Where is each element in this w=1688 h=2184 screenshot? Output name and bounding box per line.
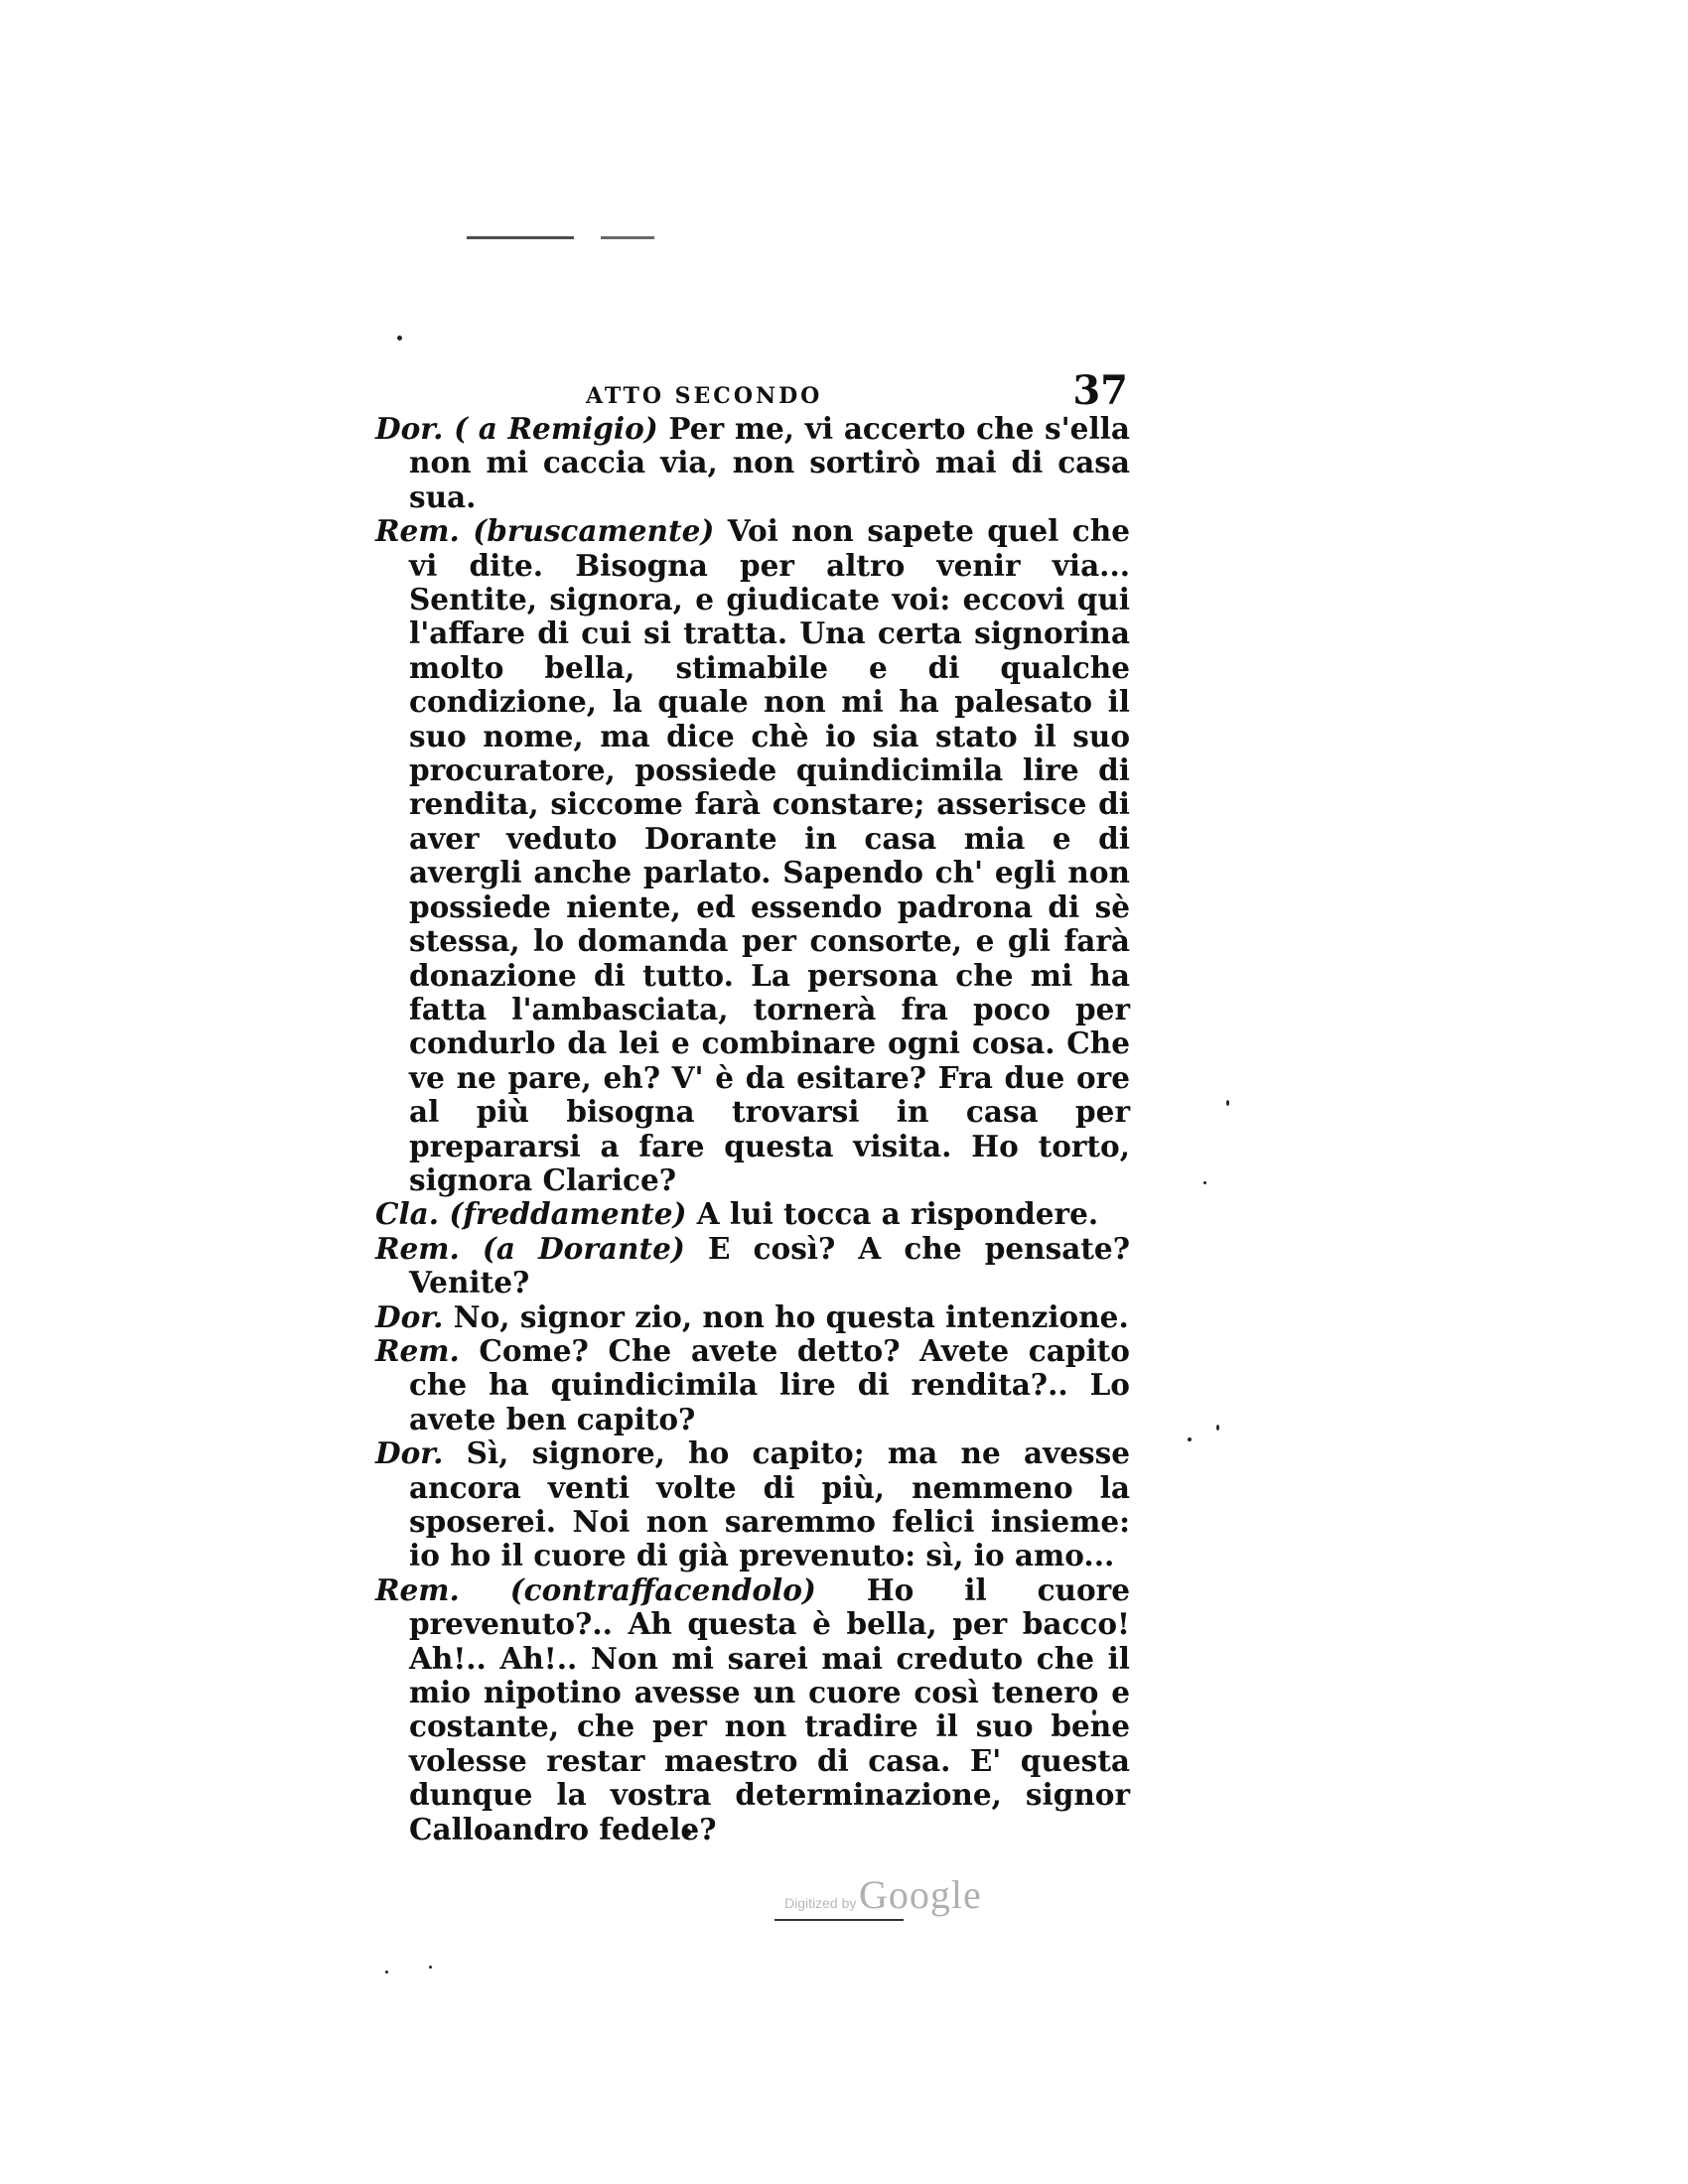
play-text <box>375 412 1130 1846</box>
speech-text: A lui tocca a rispondere. <box>696 1196 1099 1232</box>
speaker-name: Cla. <box>375 1196 440 1232</box>
stage-direction: ( a Remigio) <box>454 411 658 446</box>
watermark-small-text: Digitized by <box>784 1895 857 1911</box>
google-logo: Google <box>859 1872 982 1917</box>
speaker-name: Rem. <box>375 1571 460 1607</box>
speaker-name: Dor. <box>375 411 444 446</box>
speech-text: Sì, signore, ho capito; ma ne avesse ancora venti volte di più, nemmeno la sposerei. Noi non saremmo felici insieme: io ho il cuore di già prevenuto: sì, io amo... <box>409 1435 1130 1573</box>
speech <box>375 1334 1130 1436</box>
speech-text: E così? A che pensate? Venite? <box>409 1230 1130 1300</box>
top-scan-rule <box>467 236 735 239</box>
speaker-name: Rem. <box>375 513 460 549</box>
scan-speck <box>1188 1437 1192 1441</box>
digitized-watermark <box>774 1871 1033 1931</box>
speech-text: Per me, vi accerto che s'ella non mi caccia via, non sortirò mai di casa sua. <box>409 411 1130 514</box>
scan-speck <box>429 1966 432 1969</box>
stage-direction: (bruscamente) <box>473 513 715 549</box>
stage-direction: (a Dorante) <box>482 1230 685 1266</box>
speech <box>375 1197 1130 1231</box>
stage-direction: (contraffacendolo) <box>509 1571 816 1607</box>
speech-text: No, signor zio, non ho questa intenzione. <box>453 1298 1129 1334</box>
scan-speck <box>1203 1181 1206 1184</box>
running-head: ATTO SECONDO <box>586 383 823 409</box>
speech-text: Come? Che avete detto? Avete capito che ha quindicimila lire di rendita?.. Lo avete ben capito? <box>409 1332 1130 1436</box>
speaker-name: Dor. <box>375 1298 444 1334</box>
speaker-name: Rem. <box>375 1230 460 1266</box>
page-number: 37 <box>1072 367 1128 414</box>
scan-speck <box>1226 1100 1229 1106</box>
speech <box>375 1573 1130 1846</box>
speech <box>375 412 1130 514</box>
scan-speck <box>1216 1425 1219 1431</box>
speaker-name: Rem. <box>375 1332 460 1368</box>
speech <box>375 1300 1130 1334</box>
speech <box>375 1232 1130 1300</box>
watermark-rule <box>774 1919 904 1921</box>
scan-speck <box>397 336 402 341</box>
speech-text: Ho il cuore prevenuto?.. Ah questa è bella, per bacco! Ah!.. Ah!.. Non mi sarei mai creduto che il mio nipotino avesse un cuore così tenero e costante, che per non tradire il suo bene volesse restar maestro di casa. E' questa dunque la vostra determinazione, signor Calloandro fedele? <box>409 1571 1130 1846</box>
scan-speck <box>385 1971 388 1974</box>
speaker-name: Dor. <box>375 1435 444 1471</box>
speech <box>375 514 1130 1197</box>
speech <box>375 1436 1130 1573</box>
speech-text: Voi non sapete quel che vi dite. Bisogna per altro venir via... Sentite, signora, e giudicate voi: eccovi qui l'affare di cui si tratta. Una certa signorina molto bella, stimabile e di qualche condizione, la quale non mi ha palesato il suo nome, ma dice chè io sia stato il suo procuratore, possiede quindicimila lire di rendita, siccome farà constare; asserisce di aver veduto Dorante in casa mia e di avergli anche parlato. Sapendo ch' egli non possiede niente, ed essendo padrona di sè stessa, lo domanda per consorte, e gli farà donazione di tutto. La persona che mi ha fatta l'ambasciata, tornerà fra poco per condurlo da lei e combinare ogni cosa. Che ve ne pare, eh? V' è da esitare? Fra due ore al più bisogna trovarsi in casa per prepararsi a fare questa visita. Ho torto, signora Clarice? <box>409 513 1130 1197</box>
stage-direction: (freddamente) <box>449 1196 687 1232</box>
